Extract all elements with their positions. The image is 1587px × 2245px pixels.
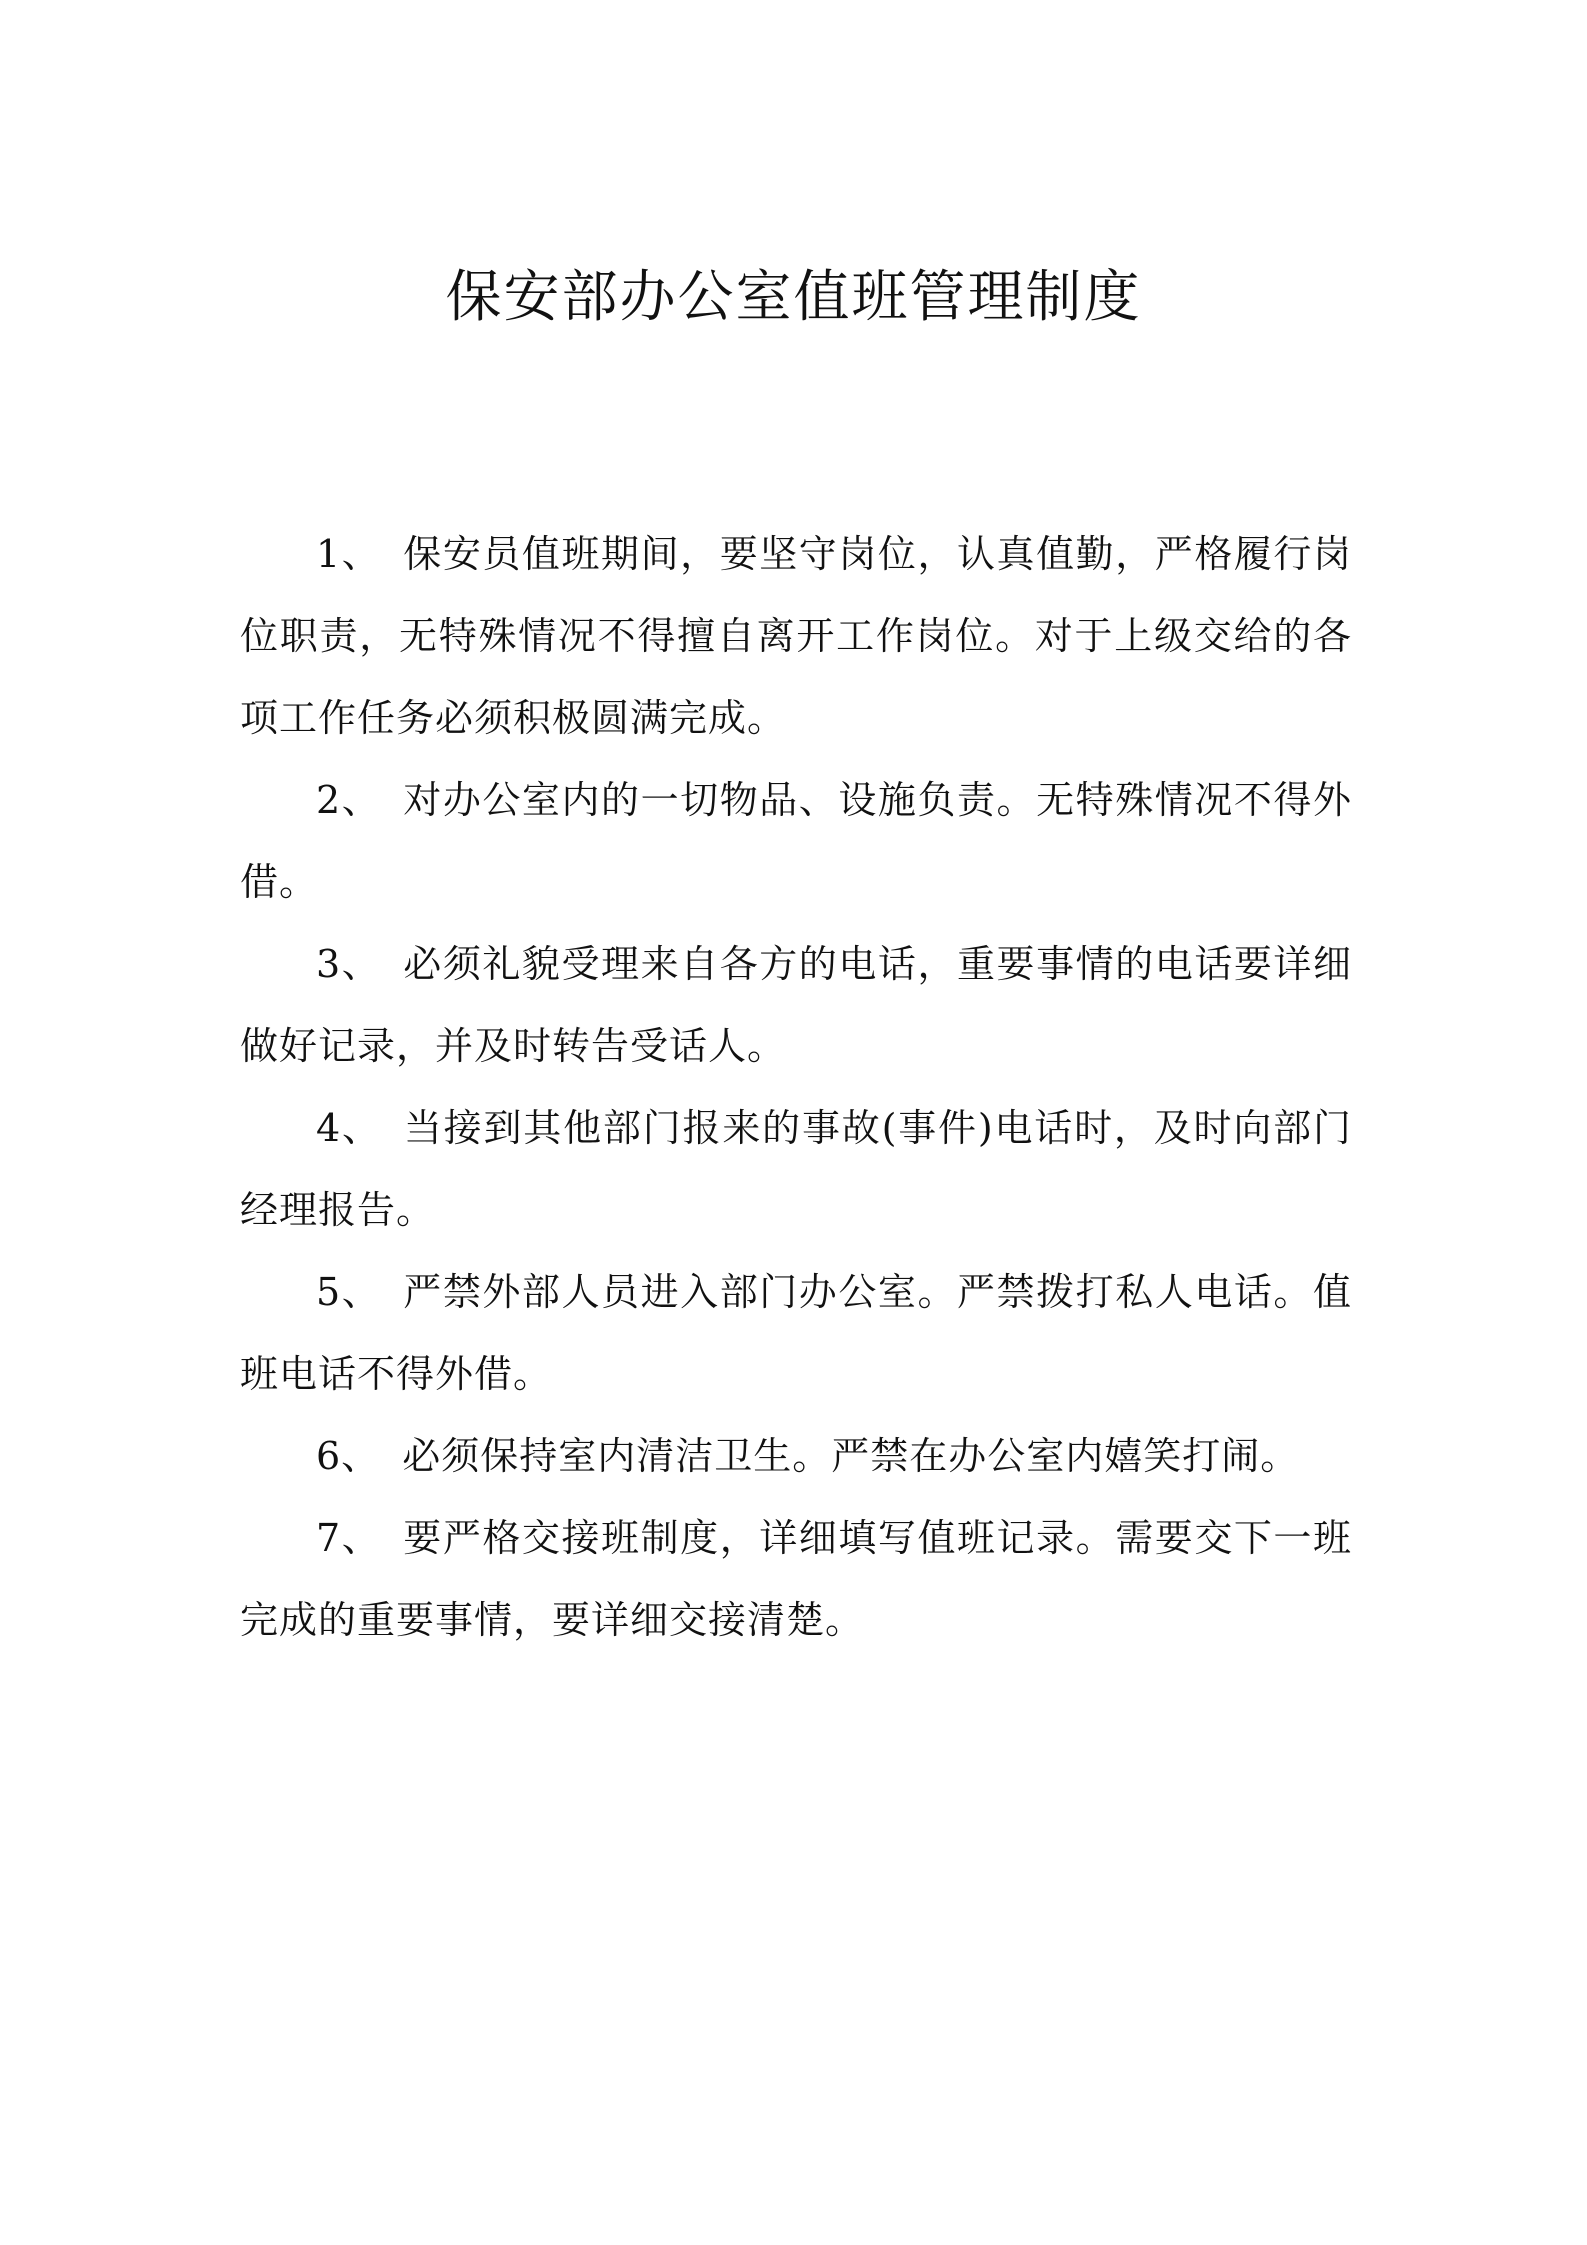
clause-text: 严禁外部人员进入部门办公室。严禁拨打私人电话。值班电话不得外借。	[240, 1270, 1352, 1396]
clause-number: 6、	[316, 1434, 381, 1478]
clause-1	[240, 513, 1352, 759]
clause-7	[240, 1497, 1352, 1661]
clause-text: 必须礼貌受理来自各方的电话，重要事情的电话要详细做好记录，并及时转告受话人。	[240, 942, 1352, 1068]
clause-text: 必须保持室内清洁卫生。严禁在办公室内嬉笑打闹。	[402, 1434, 1300, 1478]
clause-text: 对办公室内的一切物品、设施负责。无特殊情况不得外借。	[240, 778, 1352, 904]
clause-number: 7、	[316, 1516, 382, 1560]
clause-text: 保安员值班期间，要坚守岗位，认真值勤，严格履行岗位职责，无特殊情况不得擅自离开工作岗位。对于上级交给的各项工作任务必须积极圆满完成。	[240, 532, 1352, 740]
document-body	[240, 513, 1352, 1661]
clause-text: 要严格交接班制度，详细填写值班记录。需要交下一班完成的重要事情，要详细交接清楚。	[240, 1516, 1352, 1642]
document-title: 保安部办公室值班管理制度	[445, 265, 1142, 330]
clause-2	[240, 759, 1352, 923]
clause-6	[240, 1415, 1352, 1497]
clause-3	[240, 923, 1352, 1087]
clause-number: 5、	[316, 1270, 382, 1314]
clause-number: 4、	[316, 1106, 382, 1150]
clause-4	[240, 1087, 1352, 1251]
clause-number: 3、	[316, 942, 382, 986]
clause-5	[240, 1251, 1352, 1415]
clause-number: 1、	[316, 532, 382, 576]
clause-number: 2、	[316, 778, 382, 822]
clause-text: 当接到其他部门报来的事故(事件)电话时，及时向部门经理报告。	[240, 1106, 1352, 1232]
